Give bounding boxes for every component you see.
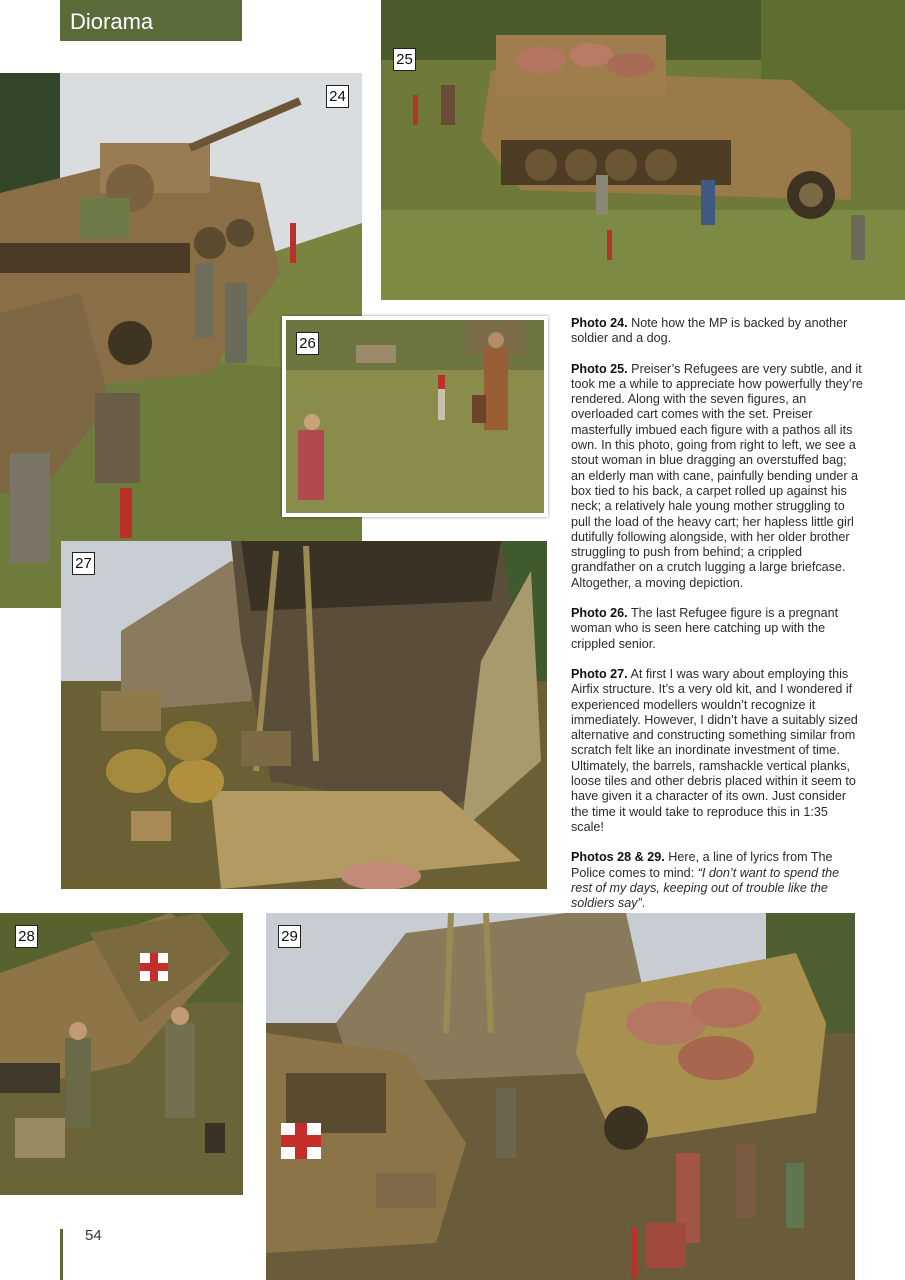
photo-28 <box>0 913 243 1195</box>
section-title: Diorama <box>60 0 242 41</box>
caption-column <box>571 316 863 926</box>
caption-photo-25: Photo 25. Preiser’s Refugees are very subtle, and it took me a while to appreciate how powerfully they’re rendered. Along with the seven figures, an overloaded cart comes with the set. Preiser masterfully imbued each figure with a pathos all its own. In this photo, going from right to left, we see a stout woman in blue dragging an overstuffed bag; an elderly man with cane, painfully bending under a box tied to his back, a carpet rolled up against his neck; a relatively hale young mother struggling to pull the load of the heavy cart; her hapless little girl dutifully following alongside, with her older brother struggling to push from behind; a crippled grandfather on a crutch lugging a large briefcase. Altogether, a moving depiction. <box>571 361 863 590</box>
caption-photo-24: Photo 24. Note how the MP is backed by another soldier and a dog. <box>571 316 848 346</box>
lyrics-quote: “I don’t want to spend the rest of my days, keeping out of trouble like the soldiers say” <box>571 865 840 911</box>
caption-photo-26: Photo 26. The last Refugee figure is a pregnant woman who is seen here catching up with the crippled senior. <box>571 606 839 651</box>
caption-photos-28-29: Photos 28 & 29. Here, a line of lyrics from The Police comes to mind: “I don’t want to spend the rest of my days, keeping out of trouble like the soldiers say”. <box>571 850 840 911</box>
photo-number-27: 27 <box>72 552 95 575</box>
folio-rule <box>60 1229 63 1280</box>
photo-number-28: 28 <box>15 925 38 948</box>
photo-number-25: 25 <box>393 48 416 71</box>
photo-25 <box>381 0 905 300</box>
photo-29 <box>266 913 855 1280</box>
photo-26 <box>282 316 548 517</box>
photo-number-29: 29 <box>278 925 301 948</box>
photo-number-24: 24 <box>326 85 349 108</box>
photo-27 <box>61 541 547 889</box>
caption-photo-27: Photo 27. At first I was wary about employing this Airfix structure. It’s a very old kit, and I wondered if experienced modellers wouldn’t recognize it immediately. However, I didn’t have a suitably sized alternative and constructing something similar from scratch felt like an inordinate investment of time. Ultimately, the barrels, ramshackle vertical planks, loose tiles and other debris placed within it seem to have given it a character of its own. Just consider the time it would take to reproduce this in 1:35 scale! <box>571 666 858 834</box>
photo-number-26: 26 <box>296 332 319 355</box>
page-number: 54 <box>85 1227 102 1244</box>
